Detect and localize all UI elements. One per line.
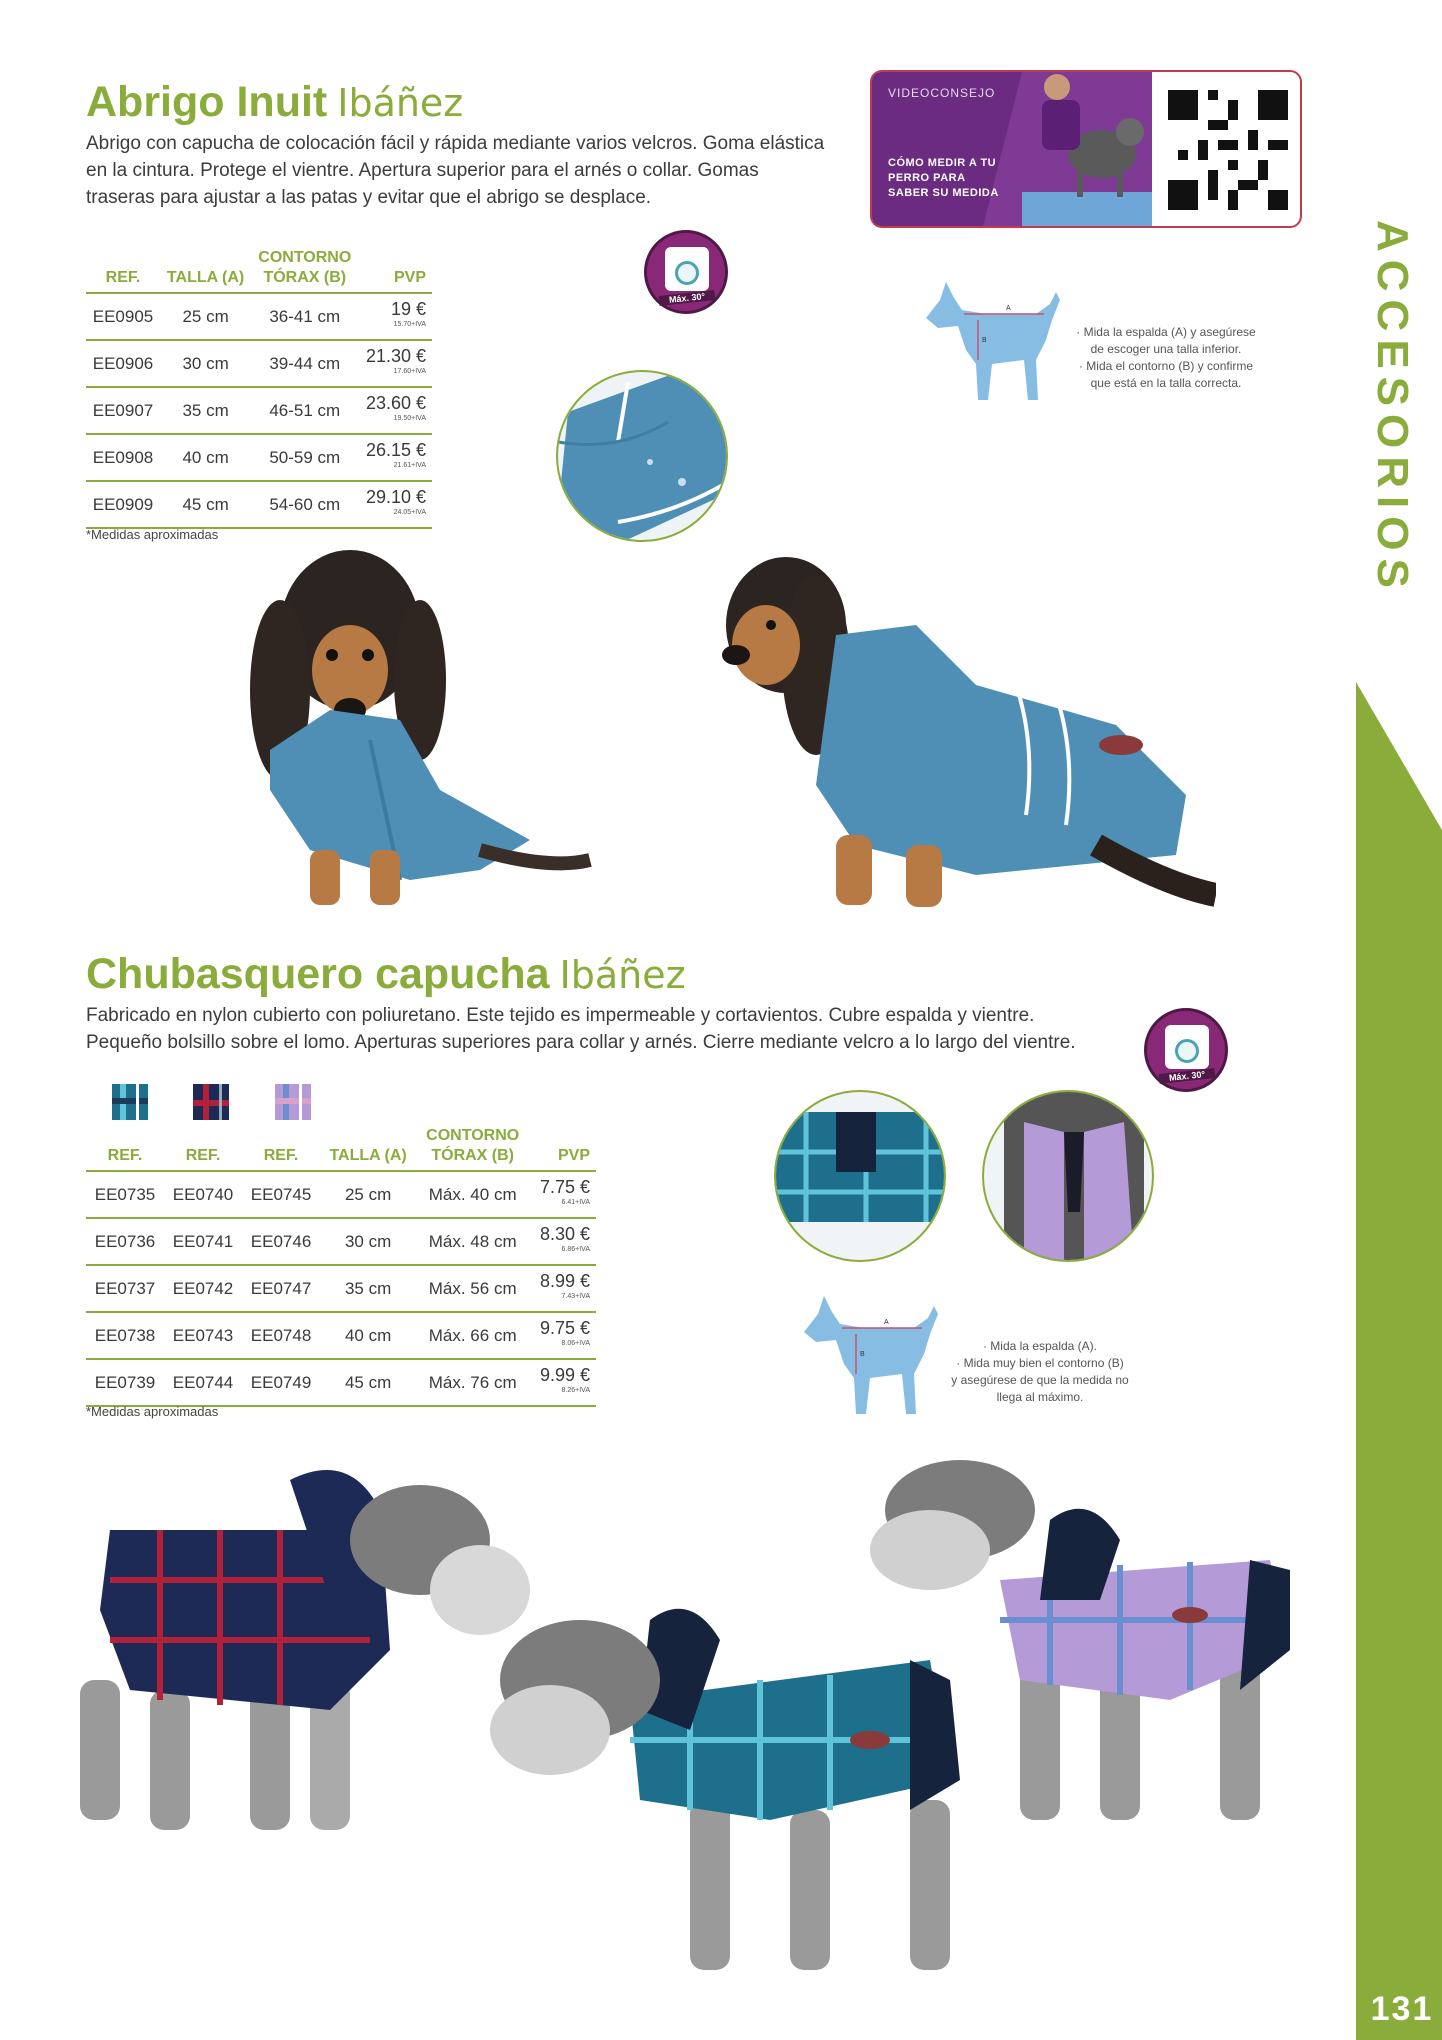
product2-brand: Ibáñez xyxy=(559,953,686,997)
price-without-tax: 6.41+IVA xyxy=(561,1198,590,1206)
table-header-row xyxy=(86,248,432,293)
table-cell-talla: 30 cm xyxy=(160,340,251,387)
col-contorno-line1: CONTORNO xyxy=(258,249,352,266)
table-cell-ref1: EE0735 xyxy=(86,1171,164,1218)
table-cell-pvp xyxy=(358,340,432,387)
table-cell-talla: 40 cm xyxy=(320,1312,416,1359)
price-value: 21.30 € xyxy=(365,345,426,366)
table-cell-contorno: 36-41 cm xyxy=(251,293,358,340)
product2-title xyxy=(86,950,686,999)
product2-table xyxy=(86,1126,596,1407)
price-without-tax: 15.70+IVA xyxy=(393,320,426,328)
table-cell-contorno: 54-60 cm xyxy=(251,481,358,528)
table-cell-contorno: Máx. 56 cm xyxy=(416,1265,529,1312)
price-value: 9.99 € xyxy=(539,1364,590,1385)
table-cell-contorno: Máx. 76 cm xyxy=(416,1359,529,1406)
product1-measure-note xyxy=(1066,324,1266,392)
table-cell-ref: EE0905 xyxy=(86,293,160,340)
col-talla: TALLA (A) xyxy=(320,1126,416,1171)
table-cell-talla: 30 cm xyxy=(320,1218,416,1265)
qr-code-icon[interactable] xyxy=(1168,90,1288,210)
dachshund-front-photo xyxy=(250,550,595,910)
col-talla: TALLA (A) xyxy=(160,248,251,293)
table-cell-pvp xyxy=(358,434,432,481)
swatch-navy-red-plaid xyxy=(193,1084,229,1120)
table-cell-pvp xyxy=(358,481,432,528)
page-number: 131 xyxy=(1370,1990,1434,2028)
price-value: 19 € xyxy=(390,298,426,319)
table-row xyxy=(86,340,432,387)
measure-note-line: · Mida muy bien el contorno (B) xyxy=(956,1356,1124,1370)
table-cell-talla: 40 cm xyxy=(160,434,251,481)
price-without-tax: 6.86+IVA xyxy=(561,1245,590,1253)
price-without-tax: 17.60+IVA xyxy=(393,367,426,375)
schnauzer-purple-plaid-photo xyxy=(870,1450,1330,1830)
swatch-purple-plaid xyxy=(275,1084,311,1120)
table-cell-contorno: 46-51 cm xyxy=(251,387,358,434)
table-row xyxy=(86,1359,596,1406)
table-cell-contorno: Máx. 66 cm xyxy=(416,1312,529,1359)
measure-note-line: y asegúrese de que la medida no xyxy=(951,1373,1129,1387)
svg-text:A: A xyxy=(1006,305,1011,312)
table-row xyxy=(86,434,432,481)
table-row xyxy=(86,1218,596,1265)
table-cell-ref3: EE0747 xyxy=(242,1265,320,1312)
price-value: 7.75 € xyxy=(539,1176,590,1197)
product2-measure-note xyxy=(940,1338,1140,1406)
table-cell-talla: 25 cm xyxy=(160,293,251,340)
table-cell-talla: 35 cm xyxy=(320,1265,416,1312)
table-cell-talla: 45 cm xyxy=(320,1359,416,1406)
table-cell-pvp xyxy=(358,293,432,340)
measure-dog-diagram xyxy=(794,1294,944,1419)
col-ref1: REF. xyxy=(86,1126,164,1171)
product2-description-line2: Pequeño bolsillo sobre el lomo. Aperturas superiores para collar y arnés. Cierre mediante velcro a lo largo del vientre. xyxy=(86,1032,1076,1053)
table-cell-ref2: EE0743 xyxy=(164,1312,242,1359)
col-ref2: REF. xyxy=(164,1126,242,1171)
price-value: 29.10 € xyxy=(365,486,426,507)
table-row xyxy=(86,1171,596,1218)
dachshund-side-photo xyxy=(716,545,1216,915)
measure-note-line: llega al máximo. xyxy=(996,1390,1084,1404)
table-cell-contorno: 39-44 cm xyxy=(251,340,358,387)
table-row xyxy=(86,387,432,434)
video-title: VIDEOCONSEJO xyxy=(888,86,996,100)
price-value: 23.60 € xyxy=(365,392,426,413)
product2-description-line1: Fabricado en nylon cubierto con poliuretano. Este tejido es impermeable y cortavientos. Cubre espalda y vientre. xyxy=(86,1005,1035,1026)
raincoat-belly-detail-image xyxy=(982,1090,1154,1262)
table-cell-ref: EE0908 xyxy=(86,434,160,481)
table-cell-contorno: 50-59 cm xyxy=(251,434,358,481)
table-row xyxy=(86,481,432,528)
table-cell-ref: EE0907 xyxy=(86,387,160,434)
table-cell-ref: EE0906 xyxy=(86,340,160,387)
table-row xyxy=(86,293,432,340)
price-without-tax: 19.50+IVA xyxy=(393,414,426,422)
price-value: 26.15 € xyxy=(365,439,426,460)
table-cell-talla: 25 cm xyxy=(320,1171,416,1218)
wash-30-icon xyxy=(644,230,728,314)
wash-label: Máx. 30° xyxy=(1159,1068,1216,1084)
product1-footnote: *Medidas aproximadas xyxy=(86,527,219,542)
table-cell-ref1: EE0738 xyxy=(86,1312,164,1359)
coat-detail-image xyxy=(556,370,728,542)
product1-table xyxy=(86,248,432,529)
section-label: ACCESORIOS xyxy=(1368,220,1417,596)
measure-note-line: de escoger una talla inferior. xyxy=(1090,342,1242,356)
table-cell-contorno: Máx. 40 cm xyxy=(416,1171,529,1218)
col-pvp: PVP xyxy=(529,1126,596,1171)
table-cell-ref2: EE0744 xyxy=(164,1359,242,1406)
table-cell-talla: 35 cm xyxy=(160,387,251,434)
product2-description xyxy=(86,1002,1106,1056)
product1-description: Abrigo con capucha de colocación fácil y rápida mediante varios velcros. Goma elástica en la cintura. Protege el vientre. Apertura superior para el arnés o collar. Gomas traseras para ajustar a las patas y evitar que el abrigo se desplace. xyxy=(86,133,825,208)
col-contorno-line2: TÓRAX (B) xyxy=(263,269,347,286)
measure-note-line: · Mida el contorno (B) y confirme xyxy=(1078,359,1254,373)
table-cell-ref3: EE0746 xyxy=(242,1218,320,1265)
price-value: 8.30 € xyxy=(539,1223,590,1244)
product1-brand: Ibáñez xyxy=(337,81,464,125)
table-cell-pvp xyxy=(358,387,432,434)
wash-30-icon xyxy=(1144,1008,1228,1092)
product1-name: Abrigo Inuit xyxy=(86,78,328,126)
wash-label: Máx. 30° xyxy=(659,290,716,306)
table-cell-ref1: EE0739 xyxy=(86,1359,164,1406)
video-text: CÓMO MEDIR A TU PERRO PARA SABER SU MEDIDA xyxy=(888,157,999,199)
table-row xyxy=(86,1265,596,1312)
table-cell-ref3: EE0745 xyxy=(242,1171,320,1218)
table-cell-talla: 45 cm xyxy=(160,481,251,528)
svg-text:B: B xyxy=(860,1351,865,1358)
measure-note-line: · Mida la espalda (A). xyxy=(982,1339,1098,1353)
measure-note-line: · Mida la espalda (A) y asegúrese xyxy=(1076,325,1256,339)
swatch-blue-plaid xyxy=(112,1084,148,1120)
table-cell-ref3: EE0748 xyxy=(242,1312,320,1359)
table-cell-contorno: Máx. 48 cm xyxy=(416,1218,529,1265)
table-cell-ref1: EE0737 xyxy=(86,1265,164,1312)
price-without-tax: 8.26+IVA xyxy=(561,1386,590,1394)
table-cell-pvp xyxy=(529,1312,596,1359)
col-ref: REF. xyxy=(86,248,160,293)
schnauzer-red-plaid-photo xyxy=(50,1450,540,1840)
col-contorno xyxy=(416,1126,529,1171)
table-cell-pvp xyxy=(529,1171,596,1218)
table-cell-ref: EE0909 xyxy=(86,481,160,528)
svg-text:A: A xyxy=(884,1319,889,1326)
raincoat-detail-image xyxy=(774,1090,946,1262)
table-cell-pvp xyxy=(529,1359,596,1406)
col-contorno-line1: CONTORNO xyxy=(426,1127,520,1144)
table-cell-ref1: EE0736 xyxy=(86,1218,164,1265)
col-pvp: PVP xyxy=(358,248,432,293)
table-header-row xyxy=(86,1126,596,1171)
price-value: 8.99 € xyxy=(539,1270,590,1291)
price-value: 9.75 € xyxy=(539,1317,590,1338)
col-contorno xyxy=(251,248,358,293)
product1-title xyxy=(86,78,463,127)
table-cell-ref2: EE0740 xyxy=(164,1171,242,1218)
product2-name: Chubasquero capucha xyxy=(86,950,550,998)
table-cell-ref3: EE0749 xyxy=(242,1359,320,1406)
video-advice-box[interactable] xyxy=(870,70,1302,228)
measure-note-line: que está en la talla correcta. xyxy=(1090,376,1242,390)
table-cell-pvp xyxy=(529,1265,596,1312)
price-without-tax: 8.06+IVA xyxy=(561,1339,590,1347)
table-cell-ref2: EE0742 xyxy=(164,1265,242,1312)
measure-dog-diagram xyxy=(916,280,1066,405)
table-cell-pvp xyxy=(529,1218,596,1265)
col-contorno-line2: TÓRAX (B) xyxy=(431,1147,514,1164)
price-without-tax: 21.61+IVA xyxy=(393,461,426,469)
price-without-tax: 24.05+IVA xyxy=(393,508,426,516)
price-without-tax: 7.43+IVA xyxy=(561,1292,590,1300)
table-cell-ref2: EE0741 xyxy=(164,1218,242,1265)
table-row xyxy=(86,1312,596,1359)
svg-text:B: B xyxy=(982,337,987,344)
product2-footnote: *Medidas aproximadas xyxy=(86,1404,219,1419)
col-ref3: REF. xyxy=(242,1126,320,1171)
